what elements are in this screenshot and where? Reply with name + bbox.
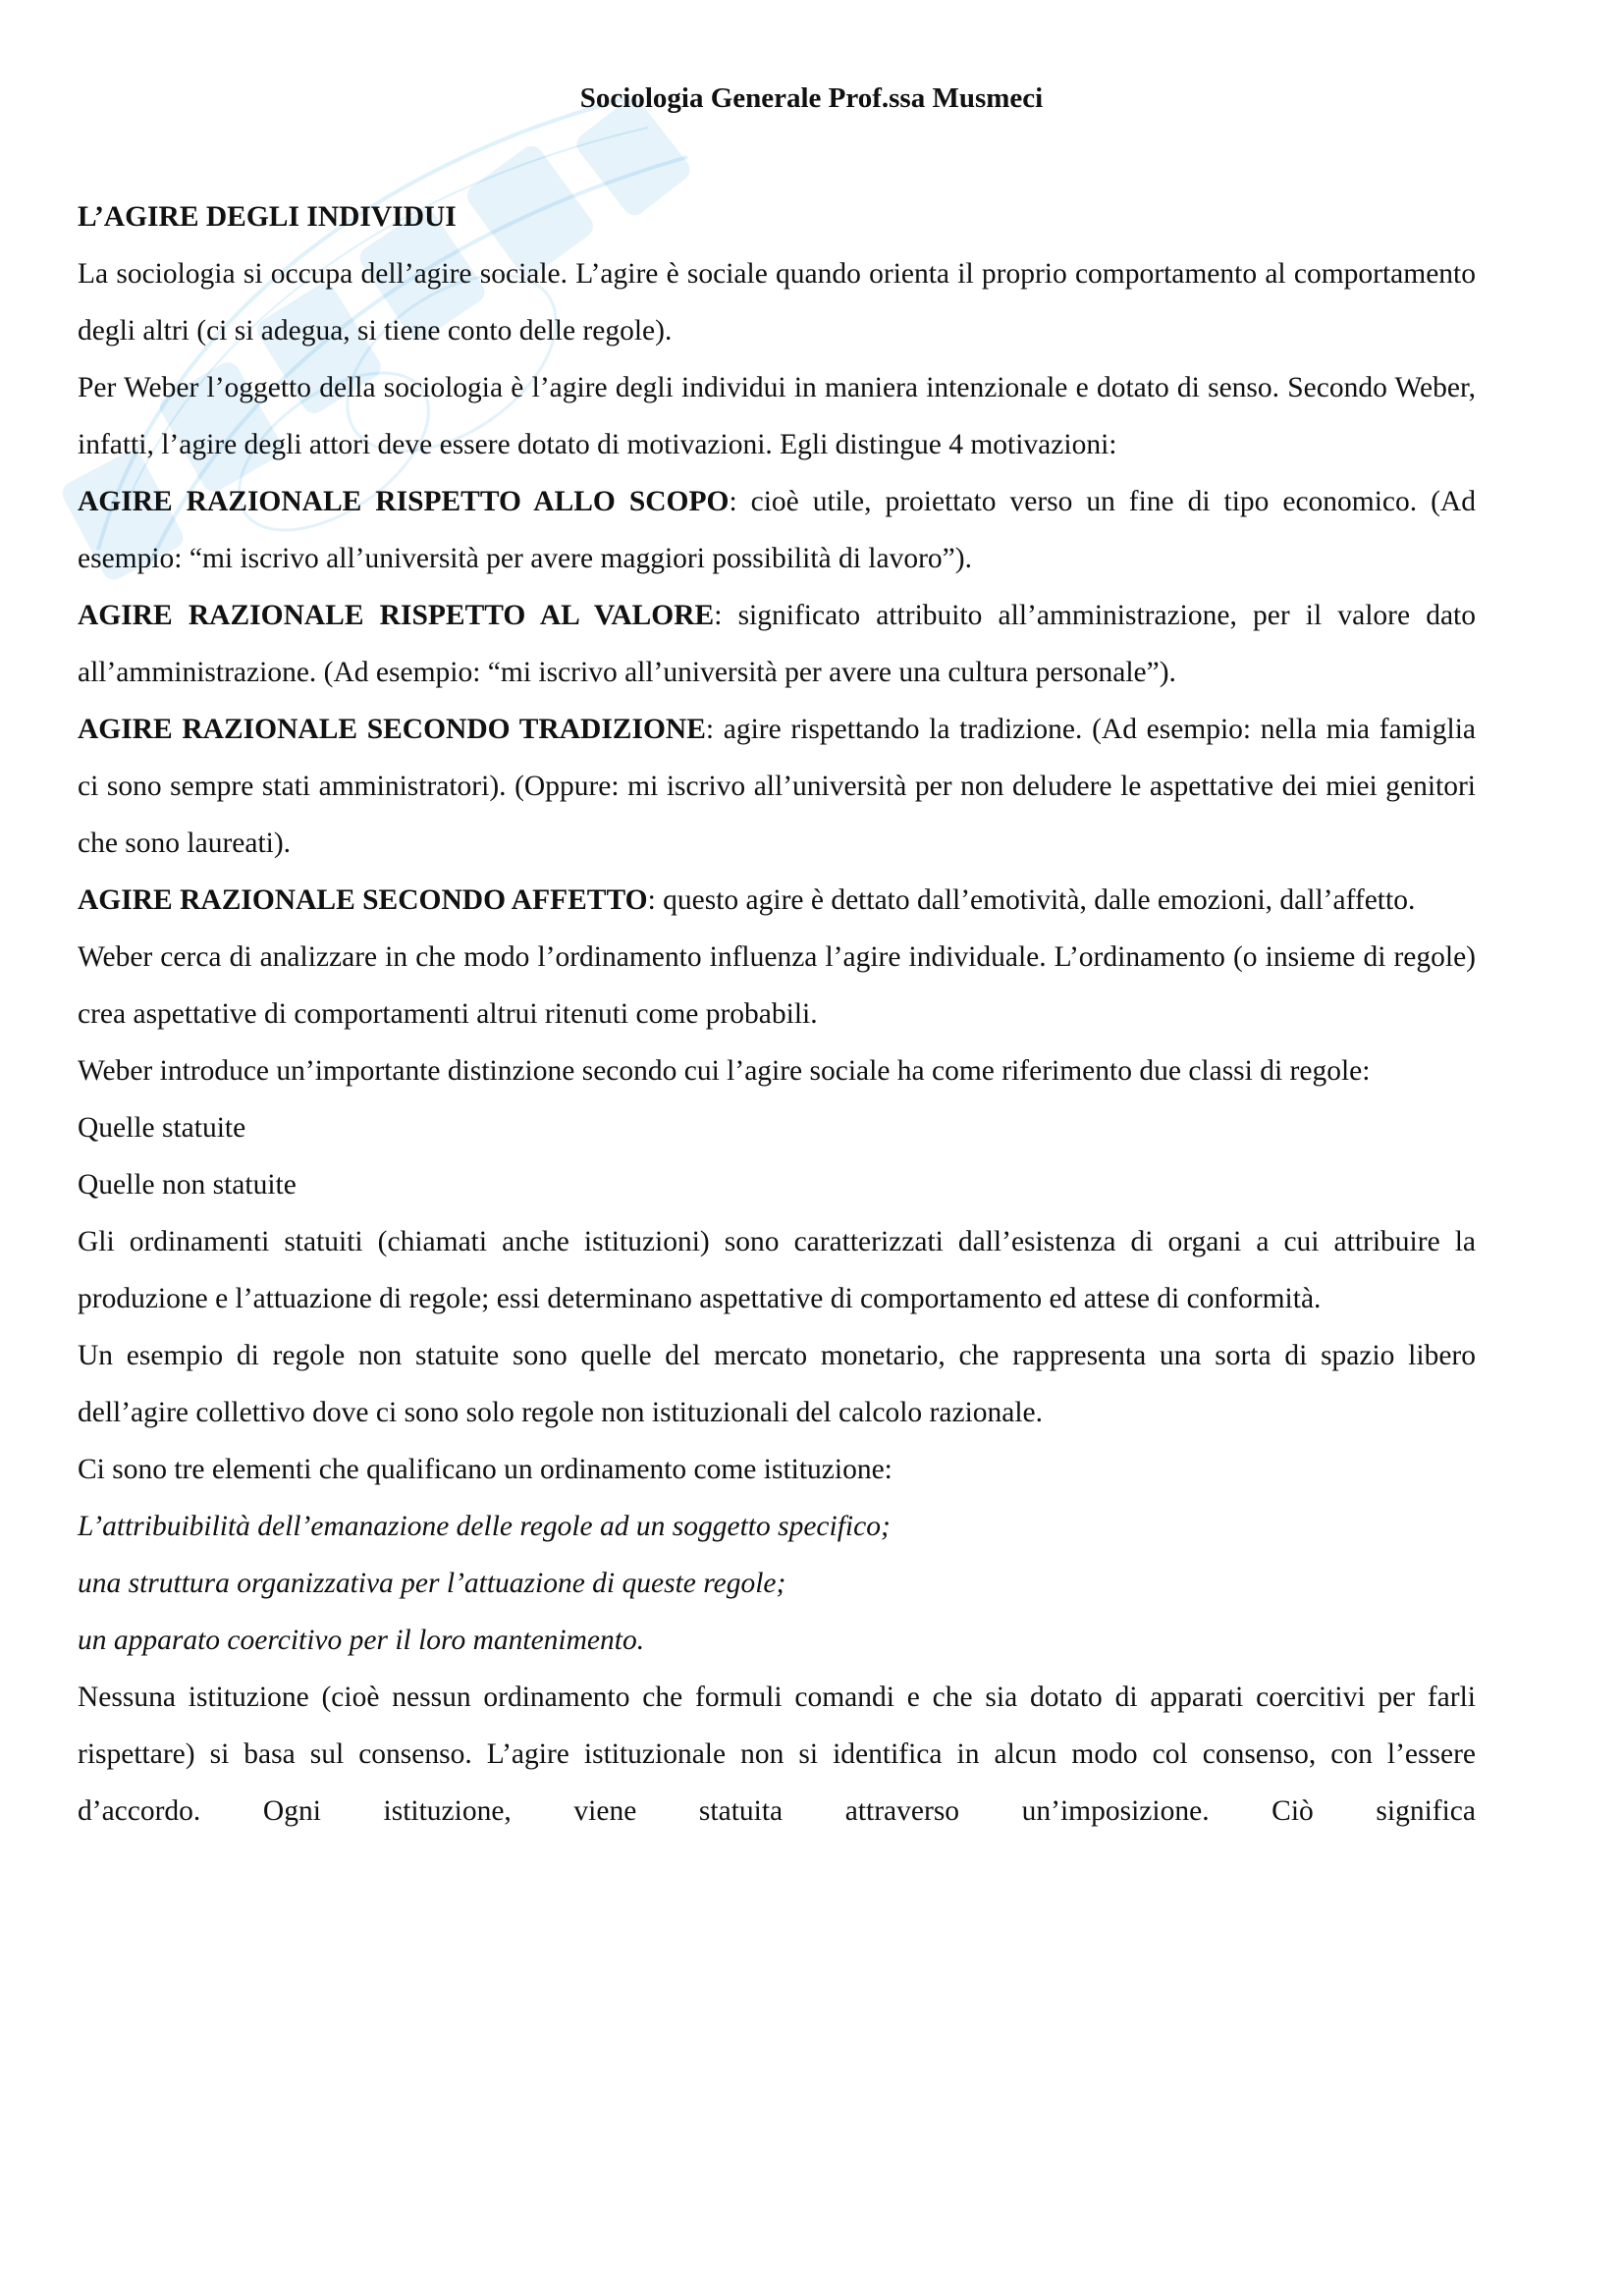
list-item: L’attribuibilità dell’emanazione delle regole ad un soggetto specifico; — [78, 1511, 891, 1542]
paragraph-motivation-affetto: AGIRE RAZIONALE SECONDO AFFETTO: questo agire è dettato dall’emotività, dalle emozioni, dall’affetto. — [78, 884, 1416, 916]
document-header: Sociologia Generale Prof.ssa Musmeci — [579, 82, 1044, 114]
list-item: Quelle non statuite — [78, 1169, 297, 1201]
motivation-term: AGIRE RAZIONALE RISPETTO AL VALORE — [78, 600, 715, 631]
paragraph: Gli ordinamenti statuiti (chiamati anche istituzioni) sono caratterizzati dall’esistenza di organi a cui attribuire la produzione e l’attuazione di regole; essi determinano aspettative di comportamento ed attese di conformità. — [78, 1226, 1476, 1314]
motivation-term: AGIRE RAZIONALE RISPETTO ALLO SCOPO — [78, 486, 730, 517]
section-heading: L’AGIRE DEGLI INDIVIDUI — [78, 201, 457, 233]
paragraph: Nessuna istituzione (cioè nessun ordinamento che formuli comandi e che sia dotato di apparati coercitivi per farli rispettare) si basa sul consenso. L’agire istituzionale non si identifica in alcun modo col consenso, con l’essere d’accordo. Ogni istituzione, viene statuita attraverso un’imposizione. Ciò significa — [78, 1682, 1476, 1827]
list-item: una struttura organizzativa per l’attuazione di queste regole; — [78, 1568, 786, 1599]
paragraph-motivation-scopo: AGIRE RAZIONALE RISPETTO ALLO SCOPO: cioè utile, proiettato verso un fine di tipo economico. (Ad esempio: “mi iscrivo all’università per avere maggiori possibilità di lavoro”). — [78, 486, 1476, 574]
paragraph: Weber introduce un’importante distinzione secondo cui l’agire sociale ha come riferimento due classi di regole: — [78, 1055, 1371, 1087]
paragraph: La sociologia si occupa dell’agire sociale. L’agire è sociale quando orienta il proprio comportamento al comportamento degli altri (ci si adegua, si tiene conto delle regole). — [78, 258, 1476, 347]
list-item: un apparato coercitivo per il loro mantenimento. — [78, 1625, 645, 1656]
document-body — [78, 188, 1476, 1840]
motivation-term: AGIRE RAZIONALE SECONDO AFFETTO — [78, 884, 648, 916]
paragraph-motivation-valore: AGIRE RAZIONALE RISPETTO AL VALORE: significato attribuito all’amministrazione, per il valore dato all’amministrazione. (Ad esempio: “mi iscrivo all’università per avere una cultura personale”). — [78, 600, 1476, 688]
motivation-term: AGIRE RAZIONALE SECONDO TRADIZIONE — [78, 714, 706, 745]
paragraph: Weber cerca di analizzare in che modo l’ordinamento influenza l’agire individuale. L’ordinamento (o insieme di regole) crea aspettative di comportamenti altrui ritenuti come probabili. — [78, 941, 1476, 1030]
paragraph: Un esempio di regole non statuite sono quelle del mercato monetario, che rappresenta una sorta di spazio libero dell’agire collettivo dove ci sono solo regole non istituzionali del calcolo razionale. — [78, 1340, 1476, 1428]
paragraph-motivation-tradizione: AGIRE RAZIONALE SECONDO TRADIZIONE: agire rispettando la tradizione. (Ad esempio: nella mia famiglia ci sono sempre stati amministratori). (Oppure: mi iscrivo all’università per non deludere le aspettative dei miei genitori che sono laureati). — [78, 714, 1476, 859]
list-item: Quelle statuite — [78, 1112, 246, 1144]
paragraph: Per Weber l’oggetto della sociologia è l’agire degli individui in maniera intenzionale e dotato di senso. Secondo Weber, infatti, l’agire degli attori deve essere dotato di motivazioni. Egli distingue 4 motivazioni: — [78, 372, 1476, 460]
paragraph: Ci sono tre elementi che qualificano un ordinamento come istituzione: — [78, 1454, 893, 1485]
